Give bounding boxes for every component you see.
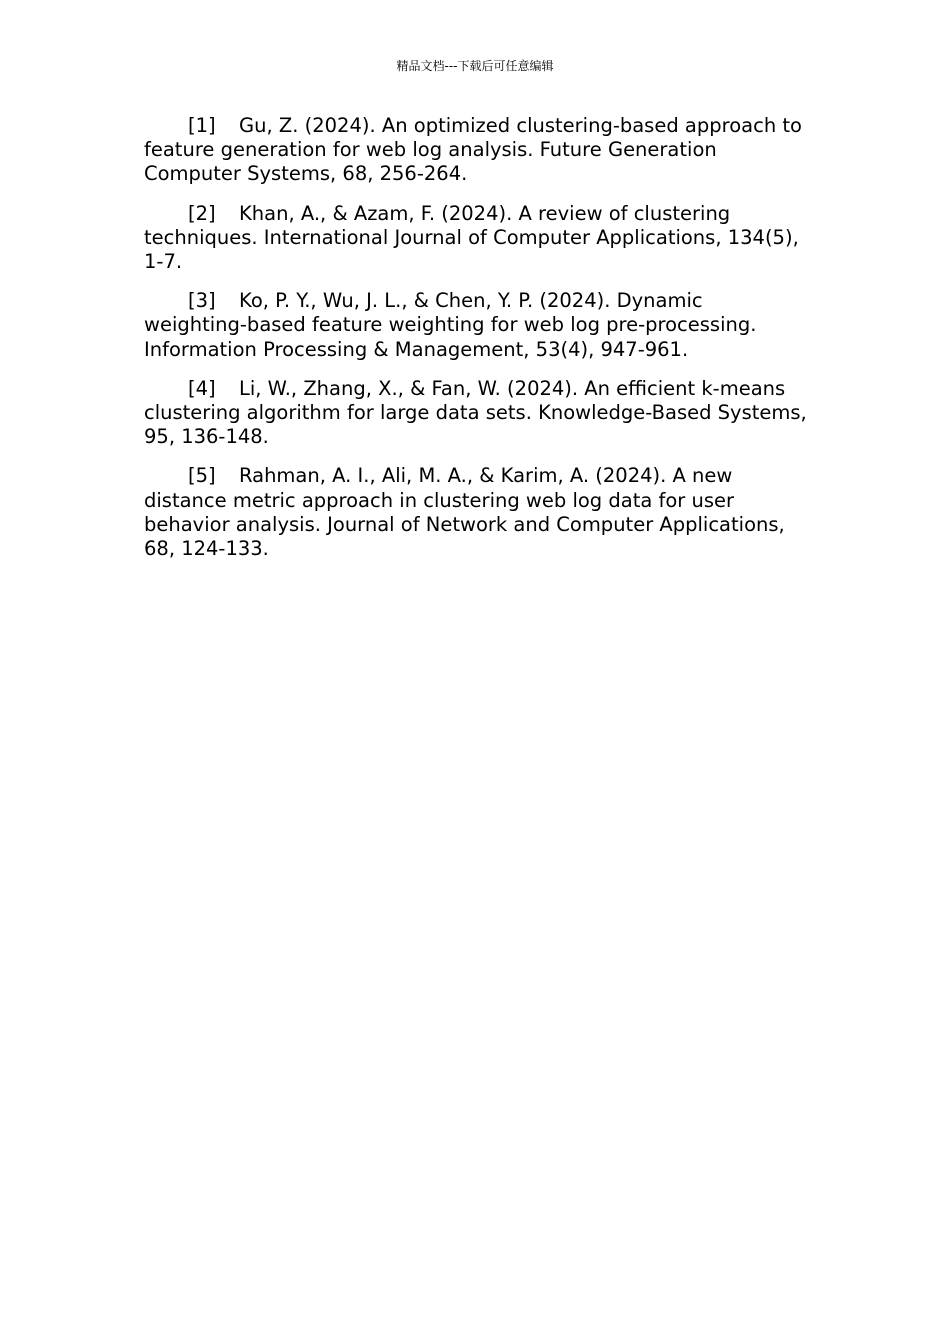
reference-entry-2 (144, 202, 808, 275)
reference-list (144, 114, 808, 576)
reference-text: Khan, A., & Azam, F. (2024). A review of clustering techniques. International Journal of Computer Applications, 134(5), 1-7. (144, 201, 799, 274)
reference-text: Rahman, A. I., Ali, M. A., & Karim, A. (2024). A new distance metric approach in clustering web log data for user behavior analysis. Journal of Network and Computer Applications, 68, 124-133. (144, 464, 785, 561)
reference-number: [3] (188, 289, 216, 313)
reference-text: Ko, P. Y., Wu, J. L., & Chen, Y. P. (2024). Dynamic weighting-based feature weighting for web log pre-processing. Information Processing & Management, 53(4), 947-961. (144, 289, 757, 361)
reference-number: [4] (188, 376, 216, 400)
reference-entry-4 (144, 377, 808, 450)
reference-number: [1] (188, 114, 216, 137)
reference-number: [5] (188, 464, 216, 488)
reference-entry-5 (144, 464, 808, 561)
reference-text: Gu, Z. (2024). An optimized clustering-based approach to feature generation for web log analysis. Future Generation Computer Systems, 68, 256-264. (144, 114, 802, 186)
reference-entry-3 (144, 289, 808, 362)
reference-text: Li, W., Zhang, X., & Fan, W. (2024). An efficient k-means clustering algorithm for large data sets. Knowledge-Based Systems, 95, 136-148. (144, 376, 807, 449)
page-header: 精品文档---下载后可任意编辑 (396, 59, 554, 73)
reference-entry-1 (144, 114, 808, 187)
reference-number: [2] (188, 201, 216, 225)
